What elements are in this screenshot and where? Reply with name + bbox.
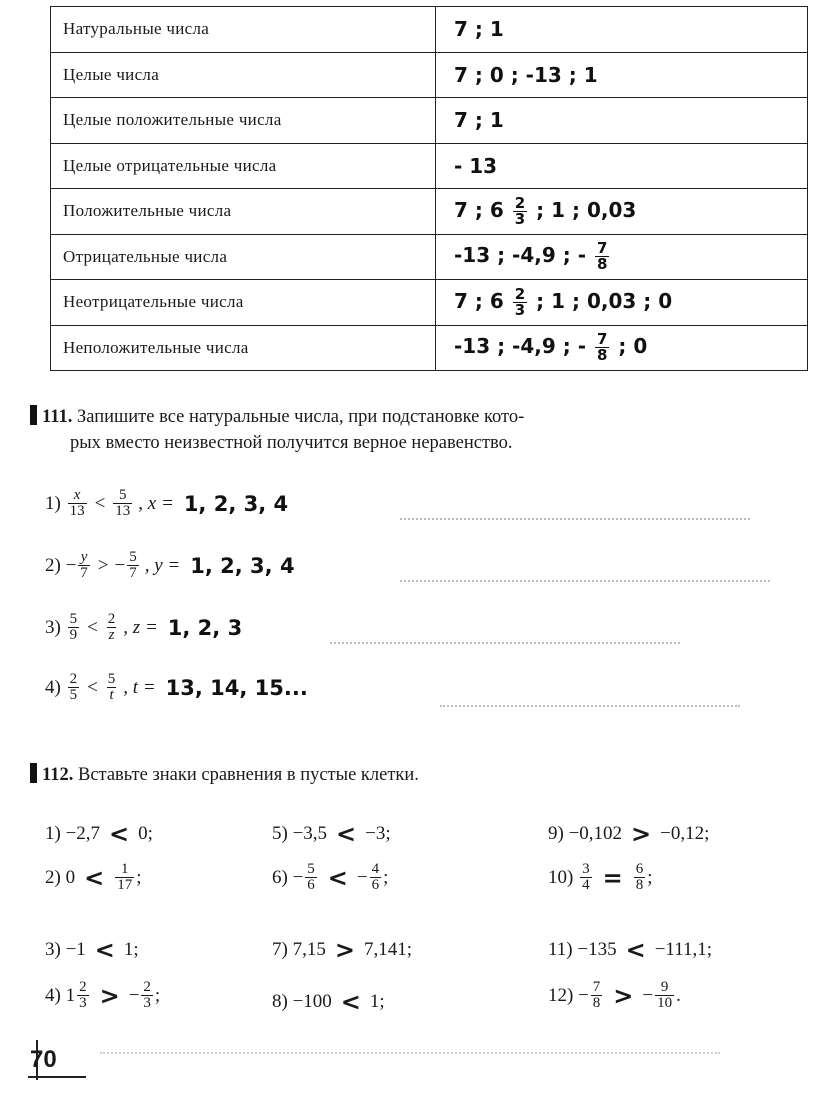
- table-row: [51, 7, 808, 53]
- task-111-heading: 111. Запишите все натуральные числа, при подстановке кото- рых вместо неизвестной получится верное неравенство.: [30, 404, 524, 456]
- row-answer: -13 ; -4,9 ; - $\frac{7}{8}$ ; 0: [436, 325, 808, 371]
- task-marker: [30, 405, 37, 425]
- row-answer: 7 ; 6 $\frac{2}{3}$ ; 1 ; 0,03 ; 0: [436, 280, 808, 326]
- row-answer: 7 ; 0 ; -13 ; 1: [436, 52, 808, 98]
- answer-line: [330, 642, 680, 644]
- task-111-item-3: 3) $\frac{5}{9}$ < $\frac{2}{z}$ , z = 1, 2, 3: [45, 611, 243, 643]
- handwritten-answer: 1, 2, 3: [167, 615, 243, 640]
- fraction: $\frac{5}{13}$: [115, 487, 131, 519]
- fraction: $\frac{2}{5}$: [69, 671, 78, 703]
- table-row: [51, 280, 808, 326]
- task-112-heading: 112. Вставьте знаки сравнения в пустые клетки.: [30, 762, 419, 788]
- fraction: $\frac{2}{3}$: [143, 979, 151, 1011]
- task-112-item-4: 4) 1 $\frac{2}{3}$ > − $\frac{2}{3}$ ;: [45, 979, 161, 1011]
- comparison-sign: <: [340, 988, 361, 1016]
- row-label: Неотрицательные числа: [51, 280, 436, 326]
- page-number: 70: [30, 1046, 57, 1073]
- comparison-sign: <: [625, 936, 646, 964]
- comparison-sign: >: [334, 936, 355, 964]
- task-marker: [30, 763, 37, 783]
- table-row: [51, 189, 808, 235]
- task-112-item-3: 3) −1 < 1;: [45, 936, 139, 964]
- page-number-underline: [28, 1076, 86, 1078]
- comparison-sign: <: [84, 863, 105, 892]
- fraction: $\frac{5}{7}$: [129, 549, 137, 581]
- row-label: Отрицательные числа: [51, 234, 436, 280]
- row-label: Целые отрицательные числа: [51, 143, 436, 189]
- comparison-sign: <: [94, 936, 115, 964]
- task-112-item-7: 7) 7,15 > 7,141;: [272, 936, 412, 964]
- fraction: $\frac{2}{3}$: [514, 193, 526, 228]
- fraction: $\frac{y}{7}$: [80, 549, 88, 581]
- row-answer: 7 ; 1: [436, 7, 808, 53]
- comparison-sign: <: [336, 820, 357, 848]
- task-112-item-10: 10) $\frac{3}{4}$ = $\frac{6}{8}$ ;: [548, 861, 653, 893]
- row-answer: 7 ; 1: [436, 98, 808, 144]
- comparison-sign: =: [602, 863, 623, 892]
- classification-table: [50, 6, 808, 371]
- handwritten-answer: 1, 2, 3, 4: [190, 553, 295, 578]
- answer-line: [440, 705, 740, 707]
- comparison-sign: <: [327, 863, 348, 892]
- comparison-sign: >: [613, 981, 634, 1010]
- fraction: $\frac{7}{8}$: [596, 330, 608, 365]
- fraction: $\frac{7}{8}$: [596, 239, 608, 274]
- table-row: [51, 52, 808, 98]
- table-row: [51, 143, 808, 189]
- row-answer: -13 ; -4,9 ; - $\frac{7}{8}$: [436, 234, 808, 280]
- task-111-item-2: 2) − $\frac{y}{7}$ > − $\frac{5}{7}$ , y = 1, 2, 3, 4: [45, 549, 295, 581]
- handwritten-answer: 1, 2, 3, 4: [183, 491, 289, 516]
- handwritten-answer: 13, 14, 15...: [165, 675, 308, 700]
- row-label: Неположительные числа: [51, 325, 436, 371]
- table-row: [51, 234, 808, 280]
- fraction: $\frac{6}{8}$: [635, 861, 644, 893]
- fraction: $\frac{5}{6}$: [307, 861, 315, 893]
- scan-artifact-line: [100, 1052, 720, 1054]
- task-112-item-5: 5) −3,5 < −3;: [272, 820, 391, 848]
- row-label: Целые числа: [51, 52, 436, 98]
- task-112-item-11: 11) −135 < −111,1;: [548, 936, 713, 964]
- answer-line: [400, 580, 770, 582]
- row-label: Положительные числа: [51, 189, 436, 235]
- task-112-item-6: 6) − $\frac{5}{6}$ < − $\frac{4}{6}$ ;: [272, 861, 389, 893]
- fraction: $\frac{9}{10}$: [657, 979, 673, 1011]
- fraction: $\frac{2}{z}$: [107, 611, 116, 643]
- task-111-item-1: 1) $\frac{x}{13}$ < $\frac{5}{13}$ , x = 1, 2, 3, 4: [45, 487, 289, 519]
- task-112-item-8: 8) −100 < 1;: [272, 988, 385, 1016]
- fraction: $\frac{5}{9}$: [69, 611, 78, 643]
- fraction: $\frac{2}{3}$: [514, 284, 526, 319]
- table-row: [51, 325, 808, 371]
- row-label: Натуральные числа: [51, 7, 436, 53]
- comparison-sign: >: [99, 981, 120, 1010]
- row-answer: 7 ; 6 $\frac{2}{3}$ ; 1 ; 0,03: [436, 189, 808, 235]
- task-112-item-12: 12) − $\frac{7}{8}$ > − $\frac{9}{10}$ .: [548, 979, 681, 1011]
- task-112-item-2: 2) 0 < $\frac{1}{17}$ ;: [45, 861, 142, 893]
- fraction: $\frac{4}{6}$: [371, 861, 380, 893]
- fraction: $\frac{5}{t}$: [107, 671, 116, 703]
- task-112-item-9: 9) −0,102 > −0,12;: [548, 820, 710, 848]
- task-112-item-1: 1) −2,7 < 0;: [45, 820, 153, 848]
- row-answer: - 13: [436, 143, 808, 189]
- fraction: $\frac{1}{17}$: [117, 861, 133, 893]
- fraction: $\frac{3}{4}$: [582, 861, 590, 893]
- comparison-sign: >: [631, 820, 652, 848]
- row-label: Целые положительные числа: [51, 98, 436, 144]
- task-111-item-4: 4) $\frac{2}{5}$ < $\frac{5}{t}$ , t = 13, 14, 15...: [45, 671, 308, 703]
- fraction: $\frac{7}{8}$: [592, 979, 601, 1011]
- table-row: [51, 98, 808, 144]
- fraction: $\frac{x}{13}$: [69, 487, 85, 519]
- fraction: $\frac{2}{3}$: [79, 979, 87, 1011]
- answer-line: [400, 518, 750, 520]
- comparison-sign: <: [109, 820, 130, 848]
